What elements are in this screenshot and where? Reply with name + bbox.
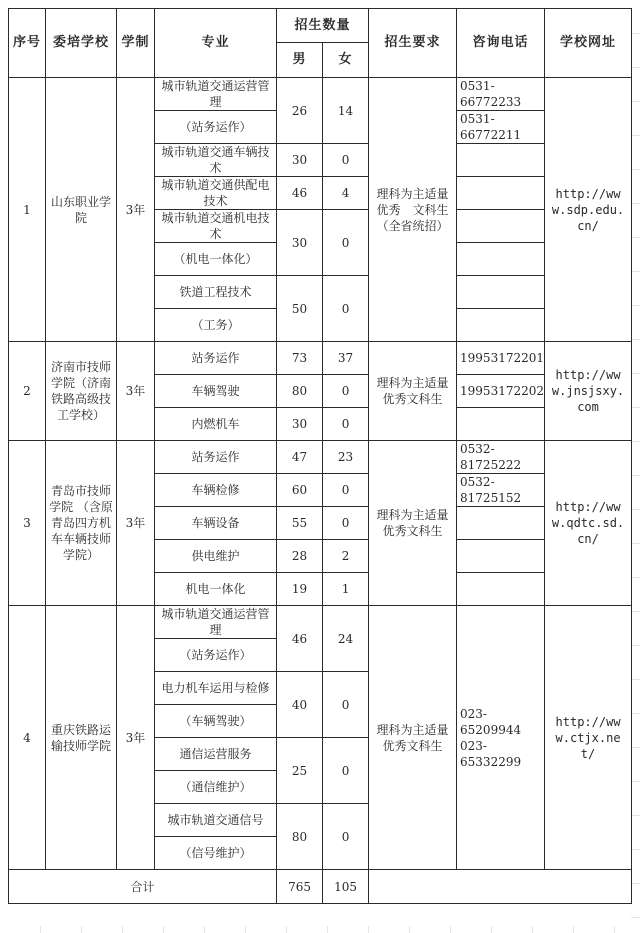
female-count: 24 [323,606,369,672]
school-website-link[interactable]: http://www.sdp.edu.cn/ [545,78,632,342]
female-count: 2 [323,540,369,573]
female-count: 0 [323,210,369,276]
female-count: 0 [323,408,369,441]
male-count: 55 [277,507,323,540]
female-count: 23 [323,441,369,474]
header-major: 专业 [155,9,277,78]
table-row [9,78,632,111]
major-name: 通信运营服务 [155,738,277,771]
major-name: 城市轨道交通信号 [155,804,277,837]
male-count: 28 [277,540,323,573]
female-count: 0 [323,144,369,177]
school-requirement: 理科为主适量优秀文科生 [369,441,457,606]
male-count: 30 [277,408,323,441]
male-count: 30 [277,144,323,177]
male-count: 47 [277,441,323,474]
phone-number: 0531-66772233 [457,78,545,111]
table-row [9,342,632,375]
major-sub: （站务运作） [155,639,277,672]
major-name: 车辆设备 [155,507,277,540]
major-name: 城市轨道交通车辆技术 [155,144,277,177]
total-female: 105 [323,870,369,904]
female-count: 1 [323,573,369,606]
school-requirement: 理科为主适量优秀文科生 [369,342,457,441]
female-count: 0 [323,507,369,540]
male-count: 73 [277,342,323,375]
school-name: 青岛市技师学院 （含原青岛四方机车车辆技师学院） [46,441,117,606]
phone-number [457,408,545,441]
major-sub: （车辆驾驶） [155,705,277,738]
female-count: 14 [323,78,369,144]
school-requirement: 理科为主适量优秀文科生 [369,606,457,870]
phone-number [457,309,545,342]
major-name: 电力机车运用与检修 [155,672,277,705]
male-count: 46 [277,177,323,210]
header-male: 男 [277,43,323,78]
major-name: 铁道工程技术 [155,276,277,309]
school-name: 山东职业学院 [46,78,117,342]
male-count: 40 [277,672,323,738]
total-label: 合计 [9,870,277,904]
header-index: 序号 [9,9,46,78]
female-count: 4 [323,177,369,210]
female-count: 0 [323,672,369,738]
female-count: 0 [323,738,369,804]
male-count: 80 [277,375,323,408]
school-duration: 3年 [117,441,155,606]
phone-number: 0532-81725222 [457,441,545,474]
school-index: 2 [9,342,46,441]
major-name: 城市轨道交通运营管理 [155,78,277,111]
sheet-gridlines [631,0,640,933]
phone-numbers [457,606,545,870]
school-name: 重庆铁路运输技师学院 [46,606,117,870]
school-website-link[interactable]: http://www.qdtc.sd.cn/ [545,441,632,606]
male-count: 60 [277,474,323,507]
female-count: 0 [323,375,369,408]
major-sub: （信号维护） [155,837,277,870]
phone-number: 19953172201 [457,342,545,375]
header-duration: 学制 [117,9,155,78]
school-website-link[interactable]: http://www.jnsjsxy.com [545,342,632,441]
total-male: 765 [277,870,323,904]
major-name: 内燃机车 [155,408,277,441]
female-count: 0 [323,474,369,507]
phone-number: 023-65332299 [460,738,522,769]
male-count: 26 [277,78,323,144]
male-count: 80 [277,804,323,870]
phone-number [457,177,545,210]
school-duration: 3年 [117,342,155,441]
major-sub: （站务运作） [155,111,277,144]
phone-number: 0531-66772211 [457,111,545,144]
header-requirement: 招生要求 [369,9,457,78]
phone-number [457,243,545,276]
major-sub: （工务） [155,309,277,342]
header-enrollment: 招生数量 [277,9,369,43]
school-requirement: 理科为主适量优秀 文科生（全省统招） [369,78,457,342]
female-count: 0 [323,276,369,342]
header-website: 学校网址 [545,9,632,78]
school-website-link[interactable]: http://www.ctjx.net/ [545,606,632,870]
total-row [9,870,632,904]
male-count: 50 [277,276,323,342]
major-name: 城市轨道交通供配电技术 [155,177,277,210]
phone-number [457,573,545,606]
major-name: 城市轨道交通机电技术 [155,210,277,243]
table-row [9,606,632,639]
major-sub: （机电一体化） [155,243,277,276]
major-name: 站务运作 [155,342,277,375]
major-name: 站务运作 [155,441,277,474]
school-duration: 3年 [117,606,155,870]
major-name: 机电一体化 [155,573,277,606]
sheet-gridlines-bottom [0,926,640,933]
school-index: 1 [9,78,46,342]
phone-number [457,540,545,573]
phone-number [457,144,545,177]
school-index: 3 [9,441,46,606]
female-count: 0 [323,804,369,870]
male-count: 19 [277,573,323,606]
phone-number [457,210,545,243]
total-empty [369,870,632,904]
phone-number: 0532-81725152 [457,474,545,507]
phone-number [457,507,545,540]
table-row [9,441,632,474]
major-name: 城市轨道交通运营管理 [155,606,277,639]
school-index: 4 [9,606,46,870]
male-count: 25 [277,738,323,804]
major-name: 车辆检修 [155,474,277,507]
header-row [9,9,632,43]
school-duration: 3年 [117,78,155,342]
female-count: 37 [323,342,369,375]
major-name: 车辆驾驶 [155,375,277,408]
header-school: 委培学校 [46,9,117,78]
header-phone: 咨询电话 [457,9,545,78]
enrollment-table [8,8,632,904]
header-female: 女 [323,43,369,78]
phone-number: 023-65209944 [460,706,522,737]
phone-number: 19953172202 [457,375,545,408]
male-count: 30 [277,210,323,276]
school-name: 济南市技师学院（济南铁路高级技工学校） [46,342,117,441]
phone-number [457,276,545,309]
major-name: 供电维护 [155,540,277,573]
major-sub: （通信维护） [155,771,277,804]
male-count: 46 [277,606,323,672]
